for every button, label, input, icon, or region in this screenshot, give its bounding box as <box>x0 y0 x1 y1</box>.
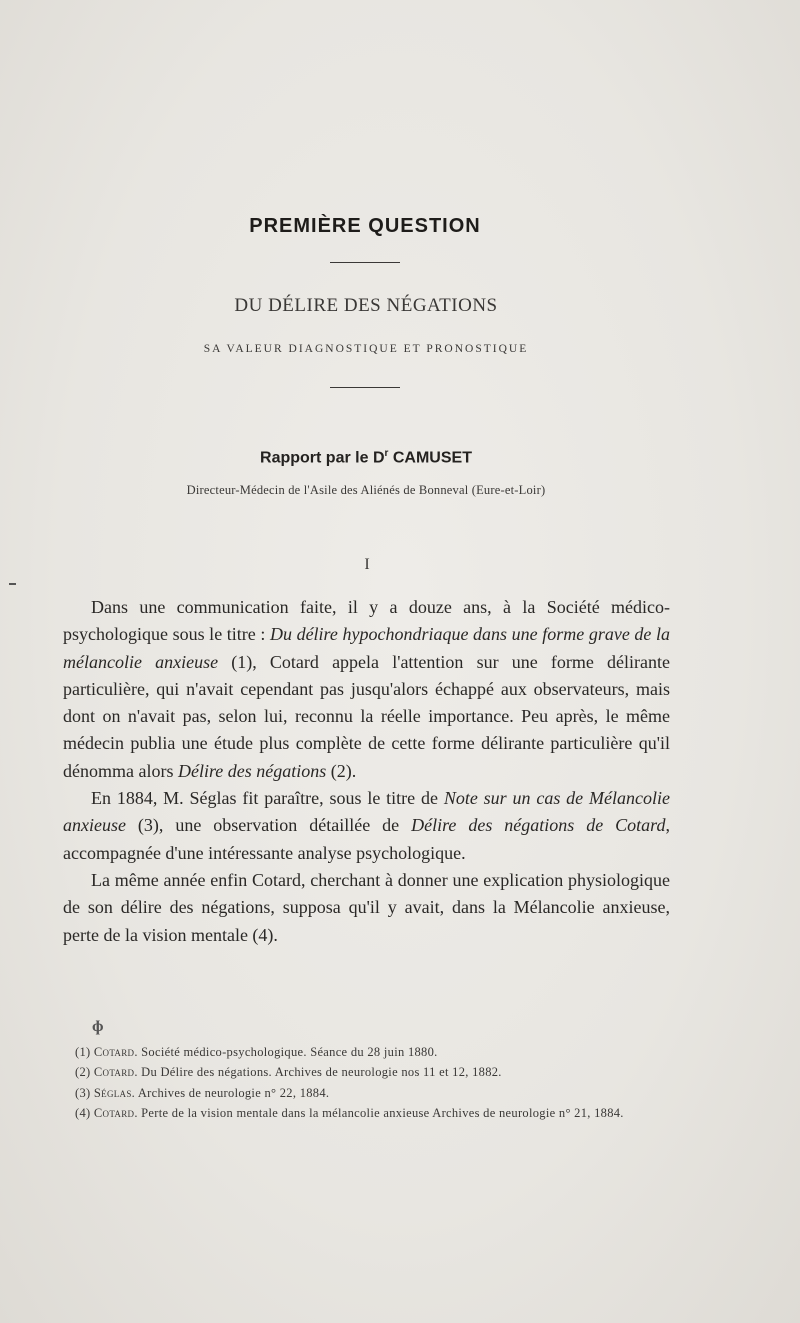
footnote-4-author: Cotard <box>93 1105 135 1120</box>
paragraph-2-italic: Note sur un cas de Mélancolie anxieuse <box>63 788 670 836</box>
subtitle: DU DÉLIRE DES NÉGATIONS <box>234 295 498 316</box>
report-prefix: Rapport par le D <box>260 449 385 467</box>
margin-mark <box>9 583 16 585</box>
footnote-2-text: . Du Délire des négations. Archives de neurologie nos 11 et 12, 1882. <box>134 1065 502 1080</box>
footnote-3-number: (3) <box>75 1085 94 1100</box>
paragraph-2 <box>63 785 670 867</box>
author-affiliation: Directeur-Médecin de l'Asile des Aliénés de Bonneval (Eure-et-Loir) <box>186 483 546 497</box>
footnote-2-author: Cotard <box>93 1065 135 1080</box>
paragraph-1-italic-2: Délire des négations <box>177 760 327 781</box>
footnote-3-author: Séglas <box>93 1085 132 1100</box>
footnote-2 <box>63 1062 670 1082</box>
divider-middle <box>330 387 400 388</box>
paragraph-1 <box>63 594 670 785</box>
footnote-4 <box>63 1103 670 1123</box>
paragraph-1-text-a: Dans une communication faite, il y a douze ans, à la Société médico-psychologique sous le titre : <box>63 597 670 645</box>
section-number: I <box>364 556 370 573</box>
subtitle-secondary: SA VALEUR DIAGNOSTIQUE ET PRONOSTIQUE <box>203 343 529 355</box>
paragraph-3: La même année enfin Cotard, cherchant à donner une explication physiologique de son délire des négations, supposa qu'il y avait, dans la Mélancolie anxieuse, perte de la vision mentale (4). <box>63 869 670 945</box>
divider-top <box>330 262 400 263</box>
page-title: PREMIÈRE QUESTION <box>249 215 481 237</box>
paragraph-1-text-c: (2). <box>326 760 357 781</box>
footnote-2-number: (2) <box>75 1065 94 1080</box>
report-name: CAMUSET <box>388 449 472 467</box>
footnote-1 <box>63 1042 670 1062</box>
footnote-4-number: (4) <box>75 1105 94 1120</box>
footnote-3 <box>63 1083 670 1103</box>
report-prefix-sup: r <box>384 448 389 459</box>
ink-mark: ɸ <box>92 1018 104 1035</box>
footnote-3-text: . Archives de neurologie n° 22, 1884. <box>131 1085 330 1100</box>
footnotes <box>63 1042 670 1123</box>
paragraph-2-italic-2: Délire des négations de Cotard <box>411 815 666 836</box>
paragraph-1-italic: Du délire hypochondriaque dans une forme grave de la mélancolie anxieuse <box>63 624 670 672</box>
footnote-1-text: . Société médico-psychologique. Séance du 28 juin 1880. <box>134 1045 438 1059</box>
paragraph-1-text-b: (1), Cotard appela l'attention sur une forme délirante particulière, qui n'avait cependant pas jusqu'alors échappé aux observateurs, mais dont on n'avait pas, selon lui, reconnu la réelle importance. Peu après, le même médecin publia une étude plus complète de cette forme délirante particulière qu'il dénomma alors <box>63 651 670 781</box>
footnote-1-number: (1) <box>75 1045 94 1059</box>
paragraph-2-text-c: , accompagnée d'une intéressante analyse psychologique. <box>63 815 670 863</box>
footnote-4-text: . Perte de la vision mentale dans la mélancolie anxieuse Archives de neurologie n° 21, 1884. <box>134 1105 624 1120</box>
paragraph-2-text-a: En 1884, M. Séglas fit paraître, sous le titre de <box>91 788 444 809</box>
body-text <box>63 594 670 949</box>
paragraph-2-text-b: (3), une observation détaillée de <box>125 815 412 836</box>
footnote-1-author: Cotard <box>93 1045 135 1059</box>
report-author <box>0 448 732 467</box>
